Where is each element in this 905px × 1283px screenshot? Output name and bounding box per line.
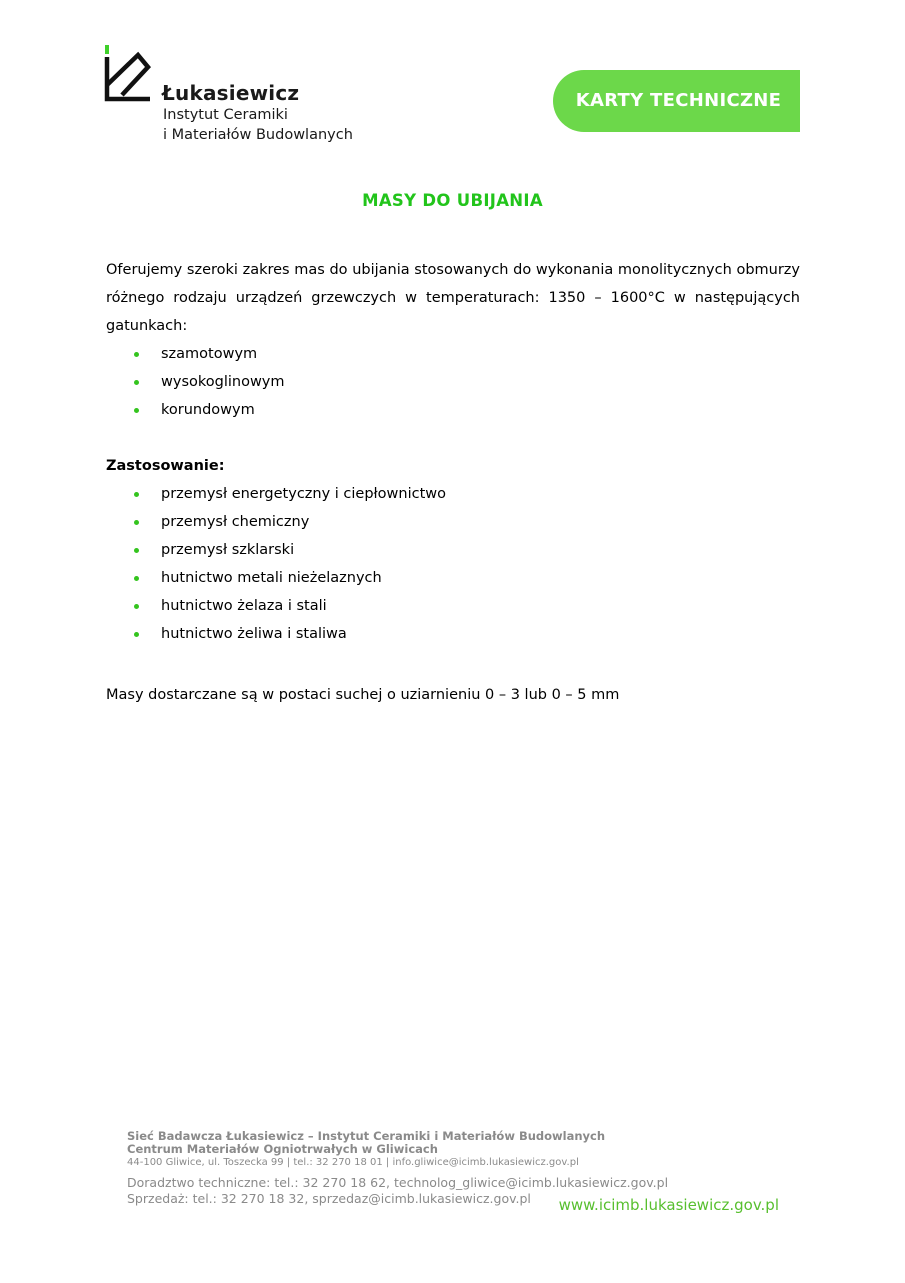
document-title: MASY DO UBIJANIA [362,191,543,210]
list-item: szamotowym [106,340,800,368]
karty-techniczne-badge: KARTY TECHNICZNE [553,70,800,132]
application-heading: Zastosowanie: [106,458,225,474]
list-item: wysokoglinowym [106,368,800,396]
list-item: hutnictwo żelaza i stali [106,592,800,620]
list-item: hutnictwo żeliwa i staliwa [106,620,800,648]
bullet-icon [134,352,139,357]
lukasiewicz-logo-icon [104,45,154,103]
grades-list [106,340,800,424]
bullet-icon [134,520,139,525]
institute-logo [104,45,364,150]
application-list [106,480,800,648]
logo-subtitle-line-2: i Materiałów Budowlanych [163,127,353,143]
list-item: przemysł szklarski [106,536,800,564]
list-item: hutnictwo metali nieżelaznych [106,564,800,592]
footer-network-name: Sieć Badawcza Łukasiewicz – Instytut Ceramiki i Materiałów Budowlanych [127,1129,606,1143]
list-item: przemysł chemiczny [106,508,800,536]
footer-technical-contact: Doradztwo techniczne: tel.: 32 270 18 62, technolog_gliwice@icimb.lukasiewicz.gov.pl [127,1175,669,1190]
logo-name: Łukasiewicz [162,81,300,105]
list-item: przemysł energetyczny i ciepłownictwo [106,480,800,508]
bullet-icon [134,604,139,609]
delivery-note: Masy dostarczane są w postaci suchej o uziarnieniu 0 – 3 lub 0 – 5 mm [106,687,620,703]
bullet-icon [134,492,139,497]
intro-paragraph: Oferujemy szeroki zakres mas do ubijania stosowanych do wykonania monolitycznych obmurzy różnego rodzaju urządzeń grzewczych w temperaturach: 1350 – 1600°C w następujących gatunkach: [106,262,800,334]
bullet-icon [134,408,139,413]
bullet-icon [134,576,139,581]
footer-address: 44-100 Gliwice, ul. Toszecka 99 | tel.: 32 270 18 01 | info.gliwice@icimb.lukasiewicz.gov.pl [127,1157,579,1168]
website-link[interactable]: www.icimb.lukasiewicz.gov.pl [558,1196,779,1214]
document-body [106,256,800,648]
bullet-icon [134,632,139,637]
footer-centre-name: Centrum Materiałów Ogniotrwałych w Gliwicach [127,1142,438,1156]
bullet-icon [134,380,139,385]
footer-sales-contact: Sprzedaż: tel.: 32 270 18 32, sprzedaz@icimb.lukasiewicz.gov.pl [127,1191,531,1206]
logo-subtitle-line-1: Instytut Ceramiki [163,107,288,123]
list-item: korundowym [106,396,800,424]
bullet-icon [134,548,139,553]
